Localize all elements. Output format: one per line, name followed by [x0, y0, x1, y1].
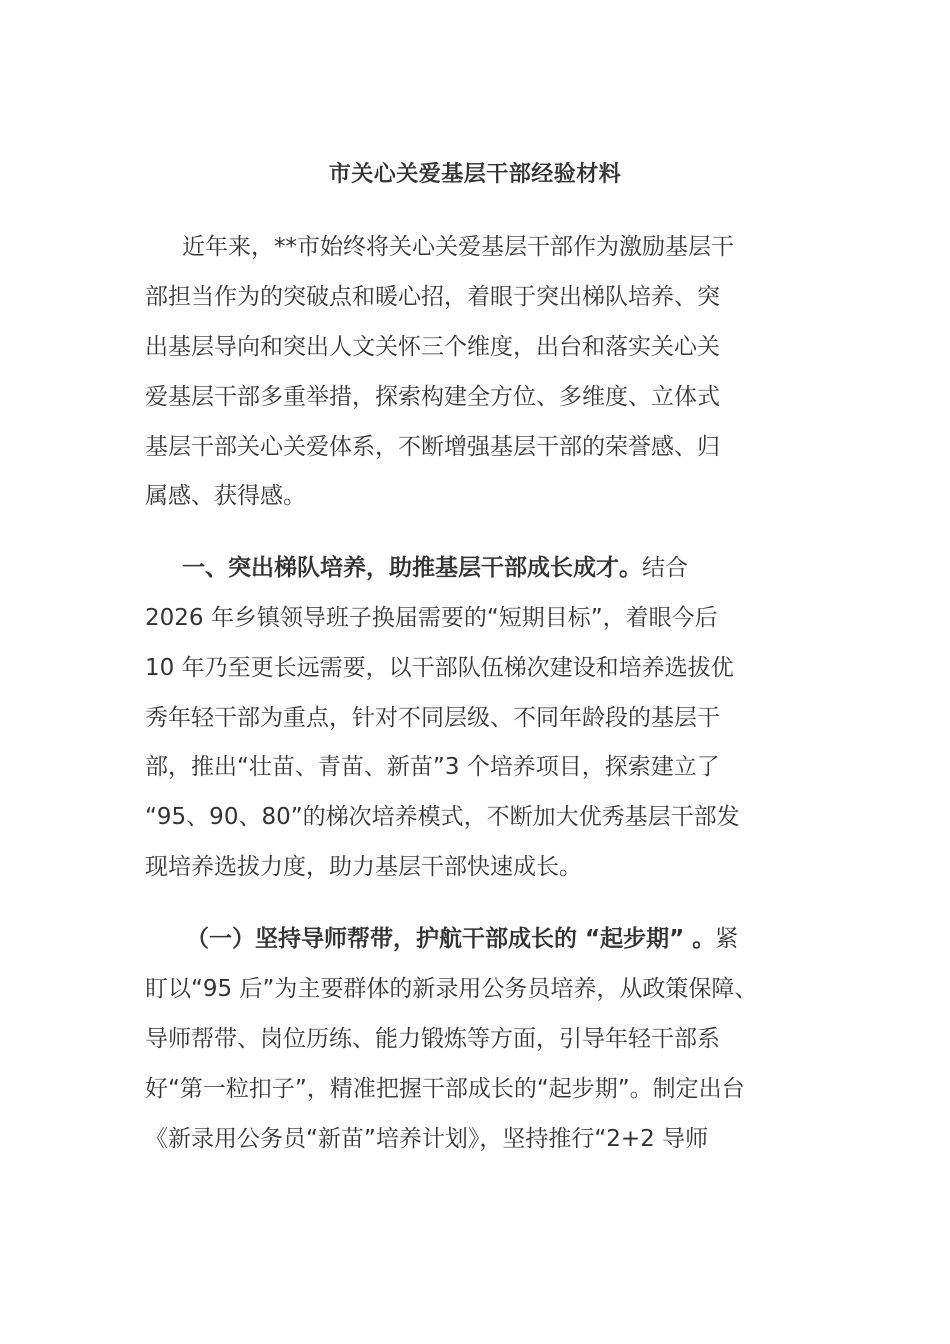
paragraph-1-line-1: 近年来，**市始终将关心关爱基层干部作为激励基层干 [182, 234, 734, 260]
section-1-line-6: “95、90、80”的梯次培养模式，不断加大优秀基层干部发 [145, 804, 740, 830]
subsection-1-heading-rest: 紧 [715, 926, 739, 952]
subsection-1-line-4: 好“第一粒扣子”，精准把握干部成长的“起步期”。制定出台 [145, 1076, 745, 1102]
paragraph-1-line-4: 爱基层干部多重举措，探索构建全方位、多维度、立体式 [145, 384, 720, 410]
section-1-heading-rest: 结合 [642, 555, 688, 581]
subsection-1-line-3: 导师帮带、岗位历练、能力锻炼等方面，引导年轻干部系 [145, 1026, 720, 1052]
paragraph-1-line-6: 属感、获得感。 [145, 483, 306, 509]
subsection-1-line-5: 《新录用公务员“新苗”培养计划》，坚持推行“2+2 导师 [145, 1126, 709, 1152]
subsection-1-heading: （一）坚持导师帮带，护航干部成长的 “起步期” 。 [186, 926, 716, 952]
paragraph-1-line-3: 出基层导向和突出人文关怀三个维度，出台和落实关心关 [145, 334, 720, 360]
subsection-1-first-line [186, 919, 738, 959]
section-1-heading: 一、突出梯队培养，助推基层干部成长成才。 [182, 555, 642, 581]
subsection-1-line-2: 盯以“95 后”为主要群体的新录用公务员培养，从政策保障、 [145, 976, 758, 1002]
section-1-line-2: 2026 年乡镇领导班子换届需要的“短期目标”，着眼今后 [145, 605, 718, 631]
section-1-first-line [182, 548, 688, 588]
section-1-line-3: 10 年乃至更长远需要，以干部队伍梯次建设和培养选拔优 [145, 655, 734, 681]
paragraph-1-line-5: 基层干部关心关爱体系，不断增强基层干部的荣誉感、归 [145, 434, 720, 460]
section-1-line-4: 秀年轻干部为重点，针对不同层级、不同年龄段的基层干 [145, 705, 720, 731]
document-title: 市关心关爱基层干部经验材料 [328, 162, 622, 187]
section-1-line-5: 部，推出“壮苗、青苗、新苗”3 个培养项目，探索建立了 [145, 754, 720, 780]
section-1-line-7: 现培养选拔力度，助力基层干部快速成长。 [145, 854, 582, 880]
paragraph-1-line-2: 部担当作为的突破点和暖心招，着眼于突出梯队培养、突 [145, 284, 720, 310]
